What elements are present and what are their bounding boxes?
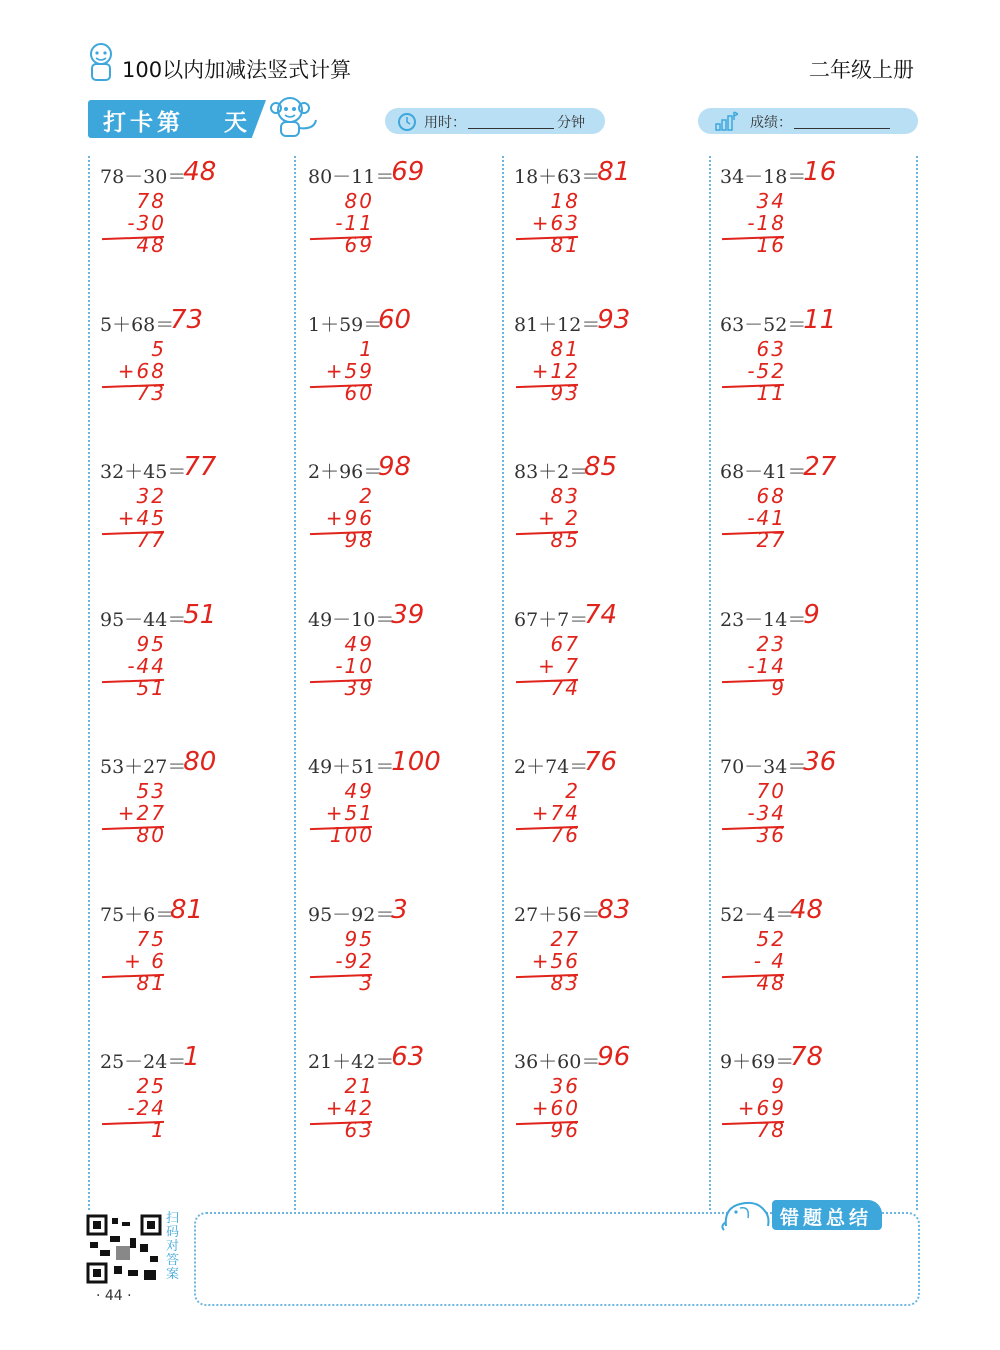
- column-divider: [294, 156, 296, 1210]
- qr-code-icon: [86, 1214, 162, 1284]
- handwritten-answer: 98: [378, 452, 412, 482]
- equation-text: 95－44＝: [100, 608, 187, 631]
- column-divider: [88, 156, 90, 1210]
- vertical-calculation: 80 -11 69: [335, 189, 374, 257]
- handwritten-answer: 36: [803, 747, 837, 777]
- page-number: · 44 ·: [96, 1288, 132, 1304]
- vertical-calculation: 36 +60 96: [531, 1074, 580, 1142]
- equation-text: 95－92＝: [308, 903, 395, 926]
- equation-text: 36＋60＝: [514, 1051, 601, 1073]
- equation-text: 81＋12＝: [514, 313, 601, 336]
- handwritten-answer: 3: [391, 894, 408, 925]
- equation-text: 67＋7＝: [514, 608, 589, 631]
- handwritten-answer: 16: [803, 157, 837, 187]
- equation-text: 32＋45＝: [100, 461, 187, 483]
- handwritten-answer: 83: [597, 894, 631, 925]
- error-summary-label: 错题总结: [780, 1207, 873, 1229]
- handwritten-answer: 1: [183, 1042, 200, 1072]
- equation-text: 53＋27＝: [100, 756, 187, 778]
- grade-label: 二年级上册: [809, 58, 914, 82]
- handwritten-answer: 69: [391, 157, 425, 187]
- vertical-calculation: 18 +63 81: [531, 189, 580, 257]
- vertical-calculation: 49 -10 39: [335, 631, 374, 700]
- equation-text: 2＋96＝: [308, 461, 383, 483]
- vertical-calculation: 21 +42 63: [325, 1074, 374, 1142]
- vertical-calculation: 25 -24 1: [127, 1074, 166, 1142]
- equation-text: 63－52＝: [720, 313, 807, 336]
- alarm-clock-icon: [396, 110, 418, 132]
- vertical-calculation: 9 +69 78: [737, 1074, 786, 1142]
- handwritten-answer: 73: [170, 304, 204, 335]
- vertical-calculation: 67 + 7 74: [538, 631, 580, 700]
- elephant-icon: [720, 1196, 776, 1232]
- equation-text: 23－14＝: [720, 608, 807, 631]
- scan-answer-label: 扫码对答案: [166, 1211, 180, 1282]
- handwritten-answer: 60: [378, 304, 412, 335]
- vertical-calculation: 95 -44 51: [127, 631, 166, 700]
- equation-text: 70－34＝: [720, 756, 807, 778]
- monkey-mascot-icon: [266, 94, 322, 142]
- time-input-line[interactable]: [468, 114, 554, 129]
- handwritten-answer: 9: [803, 599, 820, 630]
- vertical-calculation: 2 +96 98: [325, 484, 374, 552]
- equation-text: 68－41＝: [720, 461, 807, 483]
- equation-text: 5＋68＝: [100, 313, 175, 336]
- vertical-calculation: 68 -41 27: [747, 484, 786, 552]
- handwritten-answer: 81: [170, 894, 204, 925]
- vertical-calculation: 1 +59 60: [325, 336, 374, 405]
- handwritten-answer: 80: [183, 747, 217, 777]
- equation-text: 9＋69＝: [720, 1051, 795, 1073]
- vertical-calculation: 49 +51 100: [325, 779, 374, 847]
- checkin-day-unit: 天: [224, 110, 247, 136]
- handwritten-answer: 85: [584, 452, 618, 482]
- equation-text: 27＋56＝: [514, 903, 601, 926]
- checkin-label: 打卡第: [103, 110, 184, 136]
- equation-text: 83＋2＝: [514, 461, 589, 483]
- handwritten-answer: 81: [597, 157, 631, 187]
- vertical-calculation: 5 +68 73: [117, 336, 166, 405]
- equation-text: 78－30＝: [100, 166, 187, 188]
- handwritten-answer: 100: [391, 747, 441, 777]
- handwritten-answer: 76: [584, 747, 618, 777]
- equation-text: 34－18＝: [720, 166, 807, 188]
- time-label: 用时：: [424, 115, 466, 131]
- vertical-calculation: 2 +74 76: [531, 779, 580, 847]
- time-unit: 分钟: [557, 115, 585, 131]
- handwritten-answer: 78: [790, 1042, 824, 1072]
- vertical-calculation: 95 -92 3: [335, 926, 374, 995]
- handwritten-answer: 93: [597, 304, 631, 335]
- equation-text: 2＋74＝: [514, 756, 589, 778]
- handwritten-answer: 11: [803, 304, 837, 335]
- vertical-calculation: 70 -34 36: [747, 779, 786, 847]
- column-divider: [502, 156, 504, 1210]
- equation-text: 1＋59＝: [308, 313, 383, 336]
- mascot-logo-icon: [86, 42, 116, 82]
- handwritten-answer: 48: [790, 894, 824, 925]
- equation-text: 21＋42＝: [308, 1051, 395, 1073]
- column-divider: [709, 156, 711, 1210]
- vertical-calculation: 78 -30 48: [127, 189, 166, 257]
- handwritten-answer: 96: [597, 1042, 631, 1072]
- handwritten-answer: 39: [391, 599, 425, 630]
- handwritten-answer: 48: [183, 157, 217, 187]
- equation-text: 18＋63＝: [514, 166, 601, 188]
- vertical-calculation: 23 -14 9: [747, 631, 786, 700]
- equation-text: 49－10＝: [308, 608, 395, 631]
- equation-text: 25－24＝: [100, 1051, 187, 1073]
- score-input-line[interactable]: [794, 114, 890, 129]
- handwritten-answer: 63: [391, 1042, 425, 1072]
- vertical-calculation: 81 +12 93: [531, 336, 580, 405]
- handwritten-answer: 74: [584, 599, 618, 630]
- vertical-calculation: 53 +27 80: [117, 779, 166, 847]
- vertical-calculation: 75 + 6 81: [124, 926, 166, 995]
- equation-text: 52－4＝: [720, 903, 795, 926]
- book-title: 100以内加减法竖式计算: [122, 58, 352, 82]
- vertical-calculation: 52 - 4 48: [753, 926, 786, 995]
- vertical-calculation: 27 +56 83: [531, 926, 580, 995]
- handwritten-answer: 27: [803, 452, 837, 482]
- handwritten-answer: 77: [183, 452, 217, 482]
- handwritten-answer: 51: [183, 599, 217, 630]
- equation-text: 49＋51＝: [308, 756, 395, 778]
- bar-chart-flag-icon: [714, 110, 738, 132]
- column-divider: [916, 156, 918, 1210]
- vertical-calculation: 63 -52 11: [747, 336, 786, 405]
- score-label: 成绩：: [750, 115, 792, 131]
- vertical-calculation: 34 -18 16: [747, 189, 786, 257]
- equation-text: 80－11＝: [308, 166, 395, 188]
- equation-text: 75＋6＝: [100, 903, 175, 926]
- vertical-calculation: 32 +45 77: [117, 484, 166, 552]
- vertical-calculation: 83 + 2 85: [538, 484, 580, 552]
